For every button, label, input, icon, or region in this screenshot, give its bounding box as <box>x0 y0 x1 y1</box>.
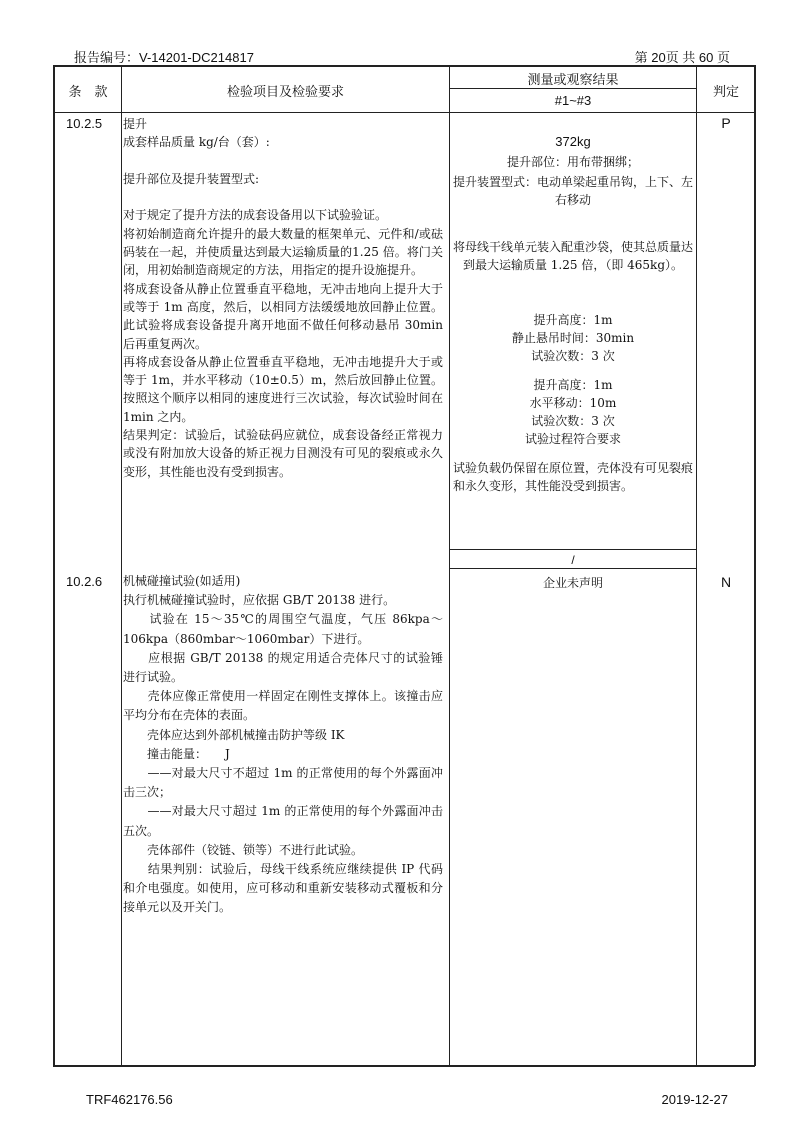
result-test-count: 试验次数：3 次 <box>531 414 615 428</box>
requirements-10-2-5 <box>123 115 443 481</box>
result-mass: 372kg <box>555 134 591 149</box>
req-mounting: 壳体应像正常使用一样固定在刚性支撑体上。该撞击应平均分布在壳体的表面。 <box>123 689 443 723</box>
clause-10-2-6: 10.2.6 <box>66 574 103 589</box>
result-hang-time: 静止悬吊时间：30min <box>511 331 635 345</box>
form-number: TRF462176.56 <box>86 1092 173 1107</box>
verdict-10-2-6: N <box>720 574 732 590</box>
req-result-criteria: 结果判定：试验后，试验砝码应就位，成套设备经正常视力或没有附加放大设备的矫正视力目测没有可见的裂痕或永久变形，其性能也没有受到损害。 <box>123 428 443 479</box>
req-impact-energy: 撞击能量： J <box>123 746 230 761</box>
col-divider-1 <box>121 65 122 1066</box>
result-set-2 <box>450 376 696 448</box>
table-right-border <box>754 65 756 1066</box>
req-excluded-parts: 壳体部件（铰链、锁等）不进行此试验。 <box>123 842 364 857</box>
header-result: 测量或观察结果 <box>527 73 619 88</box>
result-lift-height: 提升高度：1m <box>533 313 613 327</box>
result-horizontal-move: 水平移动：10m <box>529 396 617 410</box>
req-result-criteria: 结果判别：试验后，母线干线系统应继续提供 IP 代码和介电强度。如使用，应可移动和重新安装移动式覆板和分接单元以及开关门。 <box>123 862 443 915</box>
issue-date: 2019-12-27 <box>661 1092 728 1107</box>
req-lift-position: 提升部位及提升装置型式: <box>123 171 260 186</box>
header-verdict: 判定 <box>712 85 739 100</box>
table-left-border <box>53 65 55 1066</box>
table-top-border <box>53 65 755 67</box>
req-standard: 执行机械碰撞试验时，应依据 GB/T 20138 进行。 <box>123 593 396 608</box>
clause-10-2-5: 10.2.5 <box>66 116 103 131</box>
req-vertical-lift: 将成套设备从静止位置垂直平稳地，无冲击地向上提升大于或等于 1m 高度，然后，以相同方法缓缓地放回静止位置。此试验将成套设备提升离开地面不做任何移动悬吊 30min 后再重复两次。 <box>123 281 443 351</box>
result-lift-height: 提升高度：1m <box>533 378 613 392</box>
col-divider-3 <box>696 65 697 1066</box>
result-process-ok: 试验过程符合要求 <box>524 432 621 446</box>
sample-label: / <box>571 553 575 567</box>
req-large-enclosure: ——对最大尺寸超过 1m 的正常使用的每个外露面冲击五次。 <box>123 804 443 838</box>
result-lift-device: 提升装置型式：电动单梁起重吊钩，上下、左右移动 <box>452 175 693 207</box>
sample-row-top <box>449 549 696 550</box>
req-blank <box>123 188 443 206</box>
result-not-declared: 企业未声明 <box>542 576 603 590</box>
req-load: 将初始制造商允许提升的最大数量的框架单元、元件和/或砝码装在一起，并使质量达到最大运输质量的1.25 倍。将门关闭，用初始制造商规定的方法，用指定的提升设施提升。 <box>123 226 443 278</box>
req-small-enclosure: ——对最大尺寸不超过 1m 的正常使用的每个外露面冲击三次； <box>123 766 443 800</box>
header-item: 检验项目及检验要求 <box>226 85 344 100</box>
req-intro: 对于规定了提升方法的成套设备用以下试验验证。 <box>123 208 388 223</box>
result-test-count: 试验次数：3 次 <box>531 349 615 363</box>
req-title: 机械碰撞试验(如适用) <box>123 574 241 588</box>
req-mass: 成套样品质量 kg/台（套）: <box>123 135 270 150</box>
report-number: 报告编号：V-14201-DC214817 <box>74 50 254 65</box>
req-title: 提升 <box>123 117 148 131</box>
result-set-1 <box>450 311 696 365</box>
header-divider <box>449 88 696 89</box>
req-horizontal-move: 再将成套设备从静止位置垂直平稳地，无冲击地提升大于或等于 1m，并水平移动（10±0.5）m，然后放回静止位置。按照这个顺序以相同的速度进行三次试验，每次试验时间在 1min 之内。 <box>123 354 443 424</box>
req-ik-level: 壳体应达到外部机械撞击防护等级 IK <box>123 727 345 742</box>
requirements-10-2-6 <box>123 572 443 918</box>
req-blank <box>123 152 443 170</box>
page-number: 第 20页 共 60 页 <box>634 50 730 65</box>
header-clause: 条 款 <box>68 85 108 100</box>
req-conditions: 试验在 15～35℃的周围空气温度，气压 86kpa～106kpa（860mbar～1060mbar）下进行。 <box>123 612 443 646</box>
result-conclusion: 试验负载仍保留在原位置，壳体没有可见裂痕和永久变形，其性能没受到损害。 <box>453 461 694 493</box>
result-lift-position: 提升部位：用布带捆绑； <box>506 155 639 169</box>
table-bottom-border <box>53 1065 755 1067</box>
req-hammer: 应根据 GB/T 20138 的规定用适合壳体尺寸的试验锤进行试验。 <box>123 650 443 685</box>
header-bottom-border <box>53 112 755 113</box>
result-load-note: 将母线干线单元装入配重沙袋，使其总质量达到最大运输质量 1.25 倍，（即 465kg）。 <box>452 240 693 272</box>
verdict-10-2-5: P <box>721 115 731 131</box>
header-sample: #1~#3 <box>554 93 592 108</box>
